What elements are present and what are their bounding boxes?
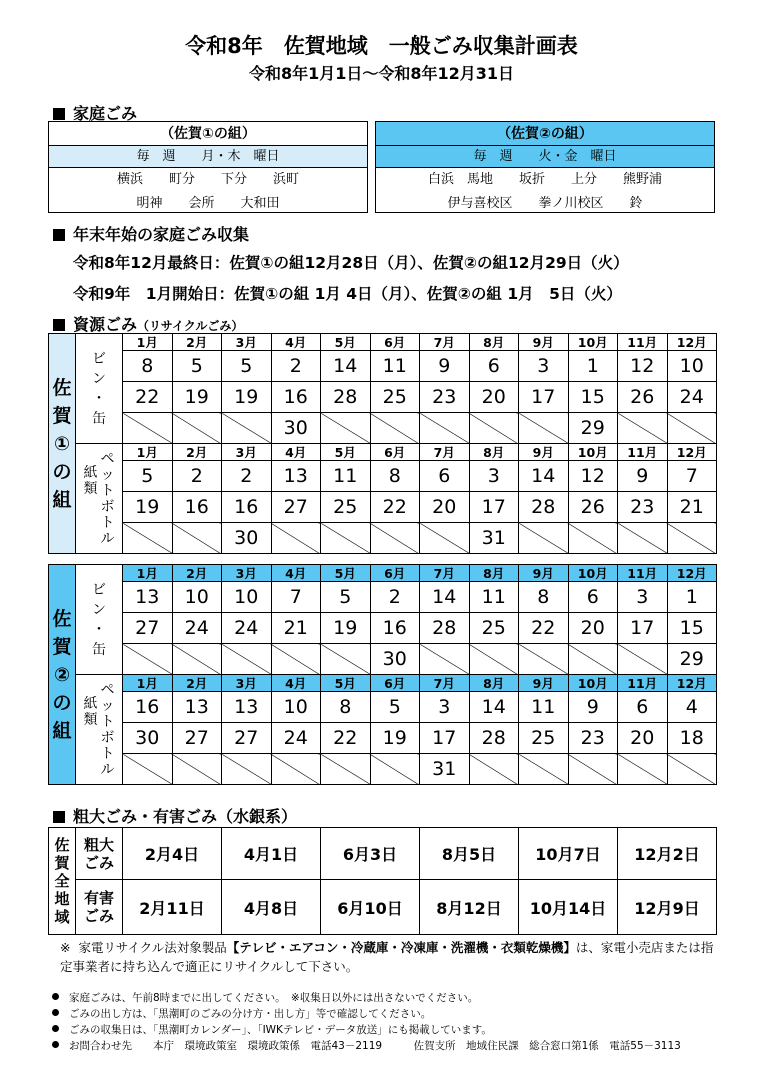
month-header: 11月: [618, 334, 668, 351]
collection-day: 30: [222, 523, 272, 554]
no-collection-cell: [618, 523, 668, 554]
collection-day: 28: [519, 492, 569, 523]
no-collection-cell: [321, 523, 371, 554]
collection-day: 10: [222, 582, 272, 613]
collection-day: 27: [172, 723, 222, 754]
no-collection-cell: [568, 523, 618, 554]
no-collection-cell: [123, 413, 173, 444]
collection-day: 27: [222, 723, 272, 754]
collection-day: 8: [519, 582, 569, 613]
no-collection-cell: [172, 523, 222, 554]
month-header: 10月: [568, 444, 618, 461]
collection-day: 14: [469, 692, 519, 723]
collection-day: 30: [123, 723, 173, 754]
collection-day: 8: [370, 461, 420, 492]
collection-day: 6: [568, 582, 618, 613]
recycle-kind-bottles-cans: ビ ン ・ 缶: [76, 565, 123, 675]
collection-day: 27: [271, 492, 321, 523]
collection-day: 9: [420, 351, 470, 382]
collection-day: 15: [568, 382, 618, 413]
household-group-2-schedule: 毎 週 火・金 曜日: [376, 146, 714, 168]
hazardous-date: 6月10日: [321, 880, 420, 935]
no-collection-cell: [222, 413, 272, 444]
hazardous-date: 12月9日: [618, 880, 717, 935]
collection-day: 24: [667, 382, 717, 413]
collection-day: 25: [370, 382, 420, 413]
collection-day: 20: [618, 723, 668, 754]
collection-day: 17: [469, 492, 519, 523]
no-collection-cell: [519, 413, 569, 444]
collection-day: 23: [568, 723, 618, 754]
collection-day: 20: [568, 613, 618, 644]
month-header: 10月: [568, 565, 618, 582]
collection-day: 3: [420, 692, 470, 723]
recycle-group-label: 佐 賀 ② の 組: [49, 565, 76, 785]
no-collection-cell: [469, 644, 519, 675]
no-collection-cell: [568, 644, 618, 675]
collection-day: 5: [222, 351, 272, 382]
month-header: 2月: [172, 675, 222, 692]
collection-day: 12: [618, 351, 668, 382]
no-collection-cell: [519, 644, 569, 675]
no-collection-cell: [420, 523, 470, 554]
collection-day: 29: [568, 413, 618, 444]
month-header: 4月: [271, 675, 321, 692]
no-collection-cell: [370, 754, 420, 785]
square-bullet-icon: [53, 319, 65, 331]
collection-day: 21: [271, 613, 321, 644]
recycle-table-group-1: [48, 333, 717, 554]
hazardous-row-label: 有害 ごみ: [76, 880, 123, 935]
year-end-heading: 年末年始の家庭ごみ収集: [53, 222, 249, 245]
household-group-2-area-2: 伊与喜校区 拳ノ川校区 鈴: [447, 196, 643, 211]
month-header: 9月: [519, 334, 569, 351]
bulky-heading: 粗大ごみ・有害ごみ（水銀系）: [53, 804, 297, 827]
no-collection-cell: [667, 523, 717, 554]
month-header: 11月: [618, 565, 668, 582]
collection-day: 11: [321, 461, 371, 492]
month-header: 7月: [420, 444, 470, 461]
recycle-heading: 資源ごみ（リサイクルごみ）: [53, 312, 243, 335]
no-collection-cell: [370, 413, 420, 444]
collection-day: 6: [420, 461, 470, 492]
collection-day: 23: [618, 492, 668, 523]
collection-day: 7: [271, 582, 321, 613]
square-bullet-icon: [53, 108, 65, 120]
no-collection-cell: [172, 644, 222, 675]
no-collection-cell: [321, 754, 371, 785]
no-collection-cell: [420, 644, 470, 675]
month-header: 10月: [568, 334, 618, 351]
collection-day: 31: [420, 754, 470, 785]
collection-day: 19: [123, 492, 173, 523]
kind-label-paper: 紙 類: [83, 695, 98, 728]
collection-day: 28: [321, 382, 371, 413]
collection-day: 5: [172, 351, 222, 382]
month-header: 12月: [667, 334, 717, 351]
collection-day: 28: [469, 723, 519, 754]
collection-day: 16: [271, 382, 321, 413]
month-header: 5月: [321, 675, 371, 692]
collection-day: 5: [123, 461, 173, 492]
bulky-date: 4月1日: [222, 828, 321, 880]
collection-day: 16: [123, 692, 173, 723]
collection-day: 25: [519, 723, 569, 754]
no-collection-cell: [123, 644, 173, 675]
no-collection-cell: [618, 754, 668, 785]
collection-day: 3: [519, 351, 569, 382]
no-collection-cell: [667, 754, 717, 785]
month-header: 9月: [519, 444, 569, 461]
no-collection-cell: [222, 754, 272, 785]
recycle-kind-pet-paper: [76, 444, 123, 554]
collection-day: 6: [618, 692, 668, 723]
recycle-kind-bottles-cans: ビ ン ・ 缶: [76, 334, 123, 444]
collection-day: 18: [667, 723, 717, 754]
collection-day: 12: [568, 461, 618, 492]
no-collection-cell: [420, 413, 470, 444]
month-header: 12月: [667, 675, 717, 692]
bulky-date: 12月2日: [618, 828, 717, 880]
month-header: 6月: [370, 444, 420, 461]
collection-day: 2: [172, 461, 222, 492]
recycle-kind-pet-paper: [76, 675, 123, 785]
no-collection-cell: [469, 754, 519, 785]
bullet-item: ごみの収集日は、「黒潮町カレンダー」、「IWKテレビ・データ放送」にも掲載しています。: [52, 1022, 752, 1038]
month-header: 11月: [618, 444, 668, 461]
bulky-date: 2月4日: [123, 828, 222, 880]
collection-day: 9: [568, 692, 618, 723]
month-header: 6月: [370, 675, 420, 692]
recycle-group-label: 佐 賀 ① の 組: [49, 334, 76, 554]
collection-day: 20: [469, 382, 519, 413]
household-group-1-schedule: 毎 週 月・木 曜日: [49, 146, 367, 168]
kind-label-pet: ペ ッ ト ボ ト ル: [100, 681, 115, 778]
collection-day: 26: [568, 492, 618, 523]
collection-day: 22: [123, 382, 173, 413]
month-header: 8月: [469, 565, 519, 582]
collection-day: 13: [123, 582, 173, 613]
no-collection-cell: [123, 523, 173, 554]
collection-day: 10: [172, 582, 222, 613]
collection-day: 17: [519, 382, 569, 413]
no-collection-cell: [271, 754, 321, 785]
month-header: 1月: [123, 675, 173, 692]
collection-day: 16: [172, 492, 222, 523]
kind-label-pet: ペ ッ ト ボ ト ル: [100, 450, 115, 547]
month-header: 8月: [469, 675, 519, 692]
month-header: 12月: [667, 565, 717, 582]
collection-day: 14: [420, 582, 470, 613]
no-collection-cell: [271, 523, 321, 554]
no-collection-cell: [321, 644, 371, 675]
page-period: 令和8年1月1日～令和8年12月31日: [248, 64, 515, 83]
appliance-recycling-note: ※ 家電リサイクル法対象製品【テレビ・エアコン・冷蔵庫・冷凍庫・洗濯機・衣類乾燥機】は、家電小売店または指定事業者に持ち込んで適正にリサイクルして下さい。: [60, 940, 714, 974]
bulky-date: 10月7日: [519, 828, 618, 880]
month-header: 7月: [420, 334, 470, 351]
collection-day: 15: [667, 613, 717, 644]
collection-day: 19: [172, 382, 222, 413]
collection-day: 14: [321, 351, 371, 382]
no-collection-cell: [667, 413, 717, 444]
collection-day: 11: [370, 351, 420, 382]
collection-day: 20: [420, 492, 470, 523]
collection-day: 8: [123, 351, 173, 382]
year-end-line-1: 令和8年12月最終日：佐賀①の組12月28日（月）、佐賀②の組12月29日（火）: [73, 254, 629, 272]
collection-day: 22: [370, 492, 420, 523]
bulky-table: [48, 827, 717, 935]
collection-day: 10: [271, 692, 321, 723]
household-group-2-name: （佐賀②の組）: [376, 122, 714, 146]
collection-day: 21: [667, 492, 717, 523]
collection-day: 14: [519, 461, 569, 492]
month-header: 4月: [271, 334, 321, 351]
month-header: 10月: [568, 675, 618, 692]
collection-day: 22: [519, 613, 569, 644]
year-end-line-2: 令和9年 1月開始日：佐賀①の組 1月 4日（月）、佐賀②の組 1月 5日（火）: [73, 285, 622, 303]
month-header: 3月: [222, 334, 272, 351]
month-header: 3月: [222, 565, 272, 582]
month-header: 1月: [123, 334, 173, 351]
collection-day: 24: [172, 613, 222, 644]
month-header: 9月: [519, 565, 569, 582]
collection-day: 28: [420, 613, 470, 644]
collection-day: 3: [469, 461, 519, 492]
no-collection-cell: [222, 644, 272, 675]
square-bullet-icon: [53, 229, 65, 241]
month-header: 3月: [222, 444, 272, 461]
month-header: 5月: [321, 444, 371, 461]
collection-day: 6: [469, 351, 519, 382]
no-collection-cell: [271, 644, 321, 675]
collection-day: 5: [370, 692, 420, 723]
collection-day: 19: [222, 382, 272, 413]
collection-day: 27: [123, 613, 173, 644]
bulky-row-label: 粗大 ごみ: [76, 828, 123, 880]
collection-day: 16: [370, 613, 420, 644]
kind-label-paper: 紙 類: [83, 464, 98, 497]
collection-day: 17: [420, 723, 470, 754]
collection-day: 8: [321, 692, 371, 723]
month-header: 12月: [667, 444, 717, 461]
no-collection-cell: [519, 523, 569, 554]
bullet-item: お問合わせ先 本庁 環境政策室 環境政策係 電話43－2119 佐賀支所 地域住民課 総合窓口第1係 電話55－3113: [52, 1038, 752, 1054]
no-collection-cell: [172, 754, 222, 785]
no-collection-cell: [519, 754, 569, 785]
collection-day: 19: [370, 723, 420, 754]
month-header: 1月: [123, 565, 173, 582]
collection-day: 31: [469, 523, 519, 554]
month-header: 4月: [271, 565, 321, 582]
collection-day: 17: [618, 613, 668, 644]
collection-day: 1: [568, 351, 618, 382]
month-header: 2月: [172, 565, 222, 582]
hazardous-date: 2月11日: [123, 880, 222, 935]
collection-day: 22: [321, 723, 371, 754]
collection-day: 24: [222, 613, 272, 644]
month-header: 8月: [469, 334, 519, 351]
month-header: 6月: [370, 334, 420, 351]
no-collection-cell: [568, 754, 618, 785]
month-header: 4月: [271, 444, 321, 461]
square-bullet-icon: [53, 811, 65, 823]
household-group-2: [375, 121, 715, 213]
no-collection-cell: [172, 413, 222, 444]
collection-day: 25: [321, 492, 371, 523]
hazardous-date: 4月8日: [222, 880, 321, 935]
bulky-date: 6月3日: [321, 828, 420, 880]
collection-day: 9: [618, 461, 668, 492]
hazardous-date: 8月12日: [420, 880, 519, 935]
collection-day: 2: [222, 461, 272, 492]
no-collection-cell: [469, 413, 519, 444]
month-header: 5月: [321, 334, 371, 351]
month-header: 9月: [519, 675, 569, 692]
collection-day: 11: [469, 582, 519, 613]
household-group-1-area-2: 明神 会所 大和田: [136, 196, 280, 211]
month-header: 3月: [222, 675, 272, 692]
household-group-1: [48, 121, 368, 213]
collection-day: 2: [370, 582, 420, 613]
recycle-table-group-2: [48, 564, 717, 785]
collection-day: 26: [618, 382, 668, 413]
collection-day: 10: [667, 351, 717, 382]
household-group-2-area-1: 白浜 馬地 坂折 上分 熊野浦: [427, 172, 662, 187]
bullet-item: ごみの出し方は、「黒潮町のごみの分け方・出し方」等で確認してください。: [52, 1006, 752, 1022]
bulky-date: 8月5日: [420, 828, 519, 880]
no-collection-cell: [123, 754, 173, 785]
collection-day: 3: [618, 582, 668, 613]
collection-day: 4: [667, 692, 717, 723]
bulky-area-label: 佐 賀 全 地 域: [49, 828, 76, 935]
bullet-item: 家庭ごみは、午前8時までに出してください。 ※収集日以外には出さないでください。: [52, 990, 752, 1006]
collection-day: 24: [271, 723, 321, 754]
collection-day: 19: [321, 613, 371, 644]
collection-day: 2: [271, 351, 321, 382]
collection-day: 30: [271, 413, 321, 444]
page-title: 令和8年 佐賀地域 一般ごみ収集計画表: [185, 34, 578, 58]
month-header: 1月: [123, 444, 173, 461]
collection-day: 7: [667, 461, 717, 492]
no-collection-cell: [321, 413, 371, 444]
hazardous-date: 10月14日: [519, 880, 618, 935]
month-header: 2月: [172, 334, 222, 351]
collection-day: 25: [469, 613, 519, 644]
collection-day: 30: [370, 644, 420, 675]
month-header: 5月: [321, 565, 371, 582]
month-header: 7月: [420, 675, 470, 692]
household-heading: 家庭ごみ: [53, 101, 137, 124]
month-header: 11月: [618, 675, 668, 692]
month-header: 7月: [420, 565, 470, 582]
month-header: 6月: [370, 565, 420, 582]
info-bullets: [52, 990, 752, 1054]
collection-day: 1: [667, 582, 717, 613]
no-collection-cell: [618, 644, 668, 675]
collection-day: 13: [271, 461, 321, 492]
month-header: 2月: [172, 444, 222, 461]
collection-day: 5: [321, 582, 371, 613]
collection-day: 16: [222, 492, 272, 523]
household-group-1-name: （佐賀①の組）: [49, 122, 367, 146]
collection-day: 13: [172, 692, 222, 723]
household-group-1-area-1: 横浜 町分 下分 浜町: [116, 172, 299, 187]
collection-day: 11: [519, 692, 569, 723]
no-collection-cell: [370, 523, 420, 554]
no-collection-cell: [618, 413, 668, 444]
collection-day: 13: [222, 692, 272, 723]
collection-day: 23: [420, 382, 470, 413]
month-header: 8月: [469, 444, 519, 461]
collection-day: 29: [667, 644, 717, 675]
